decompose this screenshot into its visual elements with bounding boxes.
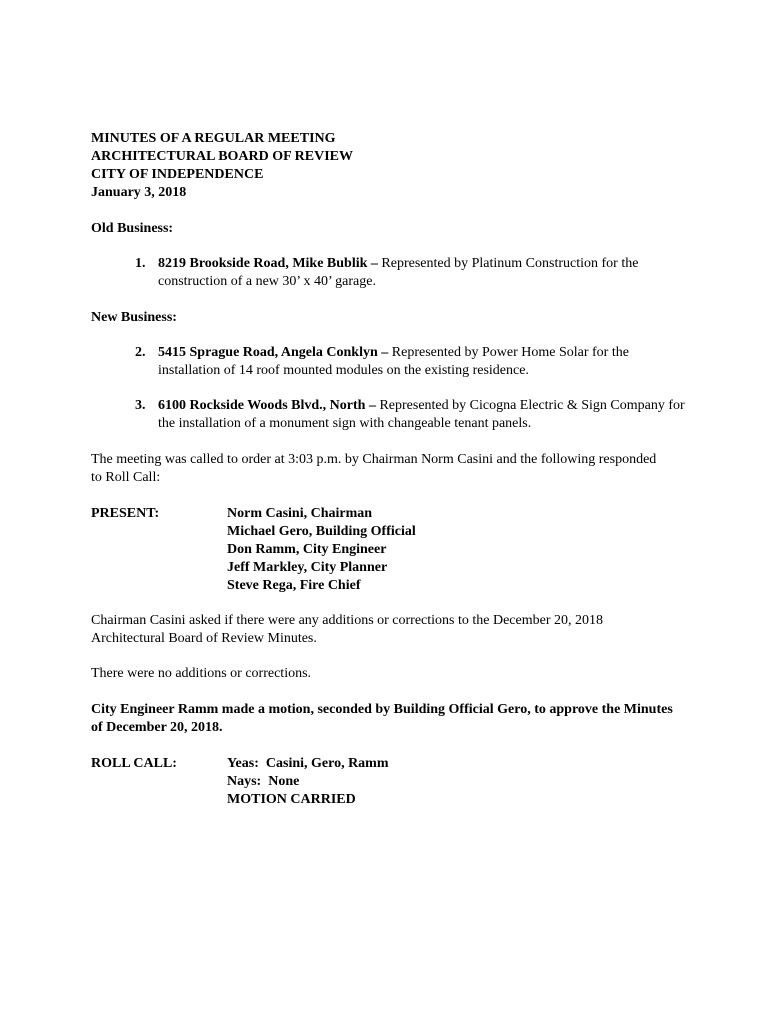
item-description: Represented by Power Home Solar for the installation of 14 roof mounted modules on the existing residence.	[158, 345, 629, 378]
present-members-list	[227, 505, 416, 595]
item-number: 2.	[135, 345, 146, 360]
no-additions-paragraph: There were no additions or corrections.	[91, 666, 312, 681]
roll-call-results	[227, 755, 389, 809]
yeas-line: Yeas: Casini, Gero, Ramm	[227, 756, 389, 771]
header-line-1: MINUTES OF A REGULAR MEETING	[91, 131, 336, 146]
item-number: 1.	[135, 256, 146, 271]
additions-question-paragraph: Chairman Casini asked if there were any additions or corrections to the December 20, 2018 Architectural Board of Review Minutes.	[91, 613, 604, 646]
motion-result: MOTION CARRIED	[227, 792, 356, 807]
item-text	[158, 344, 691, 380]
present-member: Jeff Markley, City Planner	[227, 560, 388, 575]
agenda-item-2	[135, 344, 691, 380]
agenda-item-1	[135, 255, 691, 291]
agenda-item-3	[135, 397, 691, 433]
document-header	[91, 130, 691, 202]
item-text	[158, 255, 691, 291]
header-line-2: ARCHITECTURAL BOARD OF REVIEW	[91, 149, 354, 164]
roll-call-label: ROLL CALL:	[91, 756, 177, 771]
present-member: Don Ramm, City Engineer	[227, 542, 387, 557]
present-member: Michael Gero, Building Official	[227, 524, 416, 539]
item-title: 5415 Sprague Road, Angela Conklyn –	[158, 345, 389, 360]
item-title: 8219 Brookside Road, Mike Bublik –	[158, 256, 378, 271]
present-member: Norm Casini, Chairman	[227, 506, 373, 521]
item-text	[158, 397, 691, 433]
present-member: Steve Rega, Fire Chief	[227, 578, 361, 593]
header-line-3: CITY OF INDEPENDENCE	[91, 167, 264, 182]
item-description: Represented by Cicogna Electric & Sign Company for the installation of a monument sign with changeable tenant panels.	[158, 398, 685, 431]
meeting-date: January 3, 2018	[91, 185, 187, 200]
item-number: 3.	[135, 398, 146, 413]
new-business-heading: New Business:	[91, 310, 177, 325]
motion-paragraph: City Engineer Ramm made a motion, seconded by Building Official Gero, to approve the Minutes of December 20, 2018.	[91, 702, 673, 735]
item-description: Represented by Platinum Construction for the construction of a new 30’ x 40’ garage.	[158, 256, 639, 289]
item-title: 6100 Rockside Woods Blvd., North –	[158, 398, 376, 413]
present-label: PRESENT:	[91, 506, 160, 521]
call-to-order-paragraph: The meeting was called to order at 3:03 p.m. by Chairman Norm Casini and the following responded to Roll Call:	[91, 452, 657, 485]
nays-line: Nays: None	[227, 774, 300, 789]
old-business-heading: Old Business:	[91, 221, 174, 236]
